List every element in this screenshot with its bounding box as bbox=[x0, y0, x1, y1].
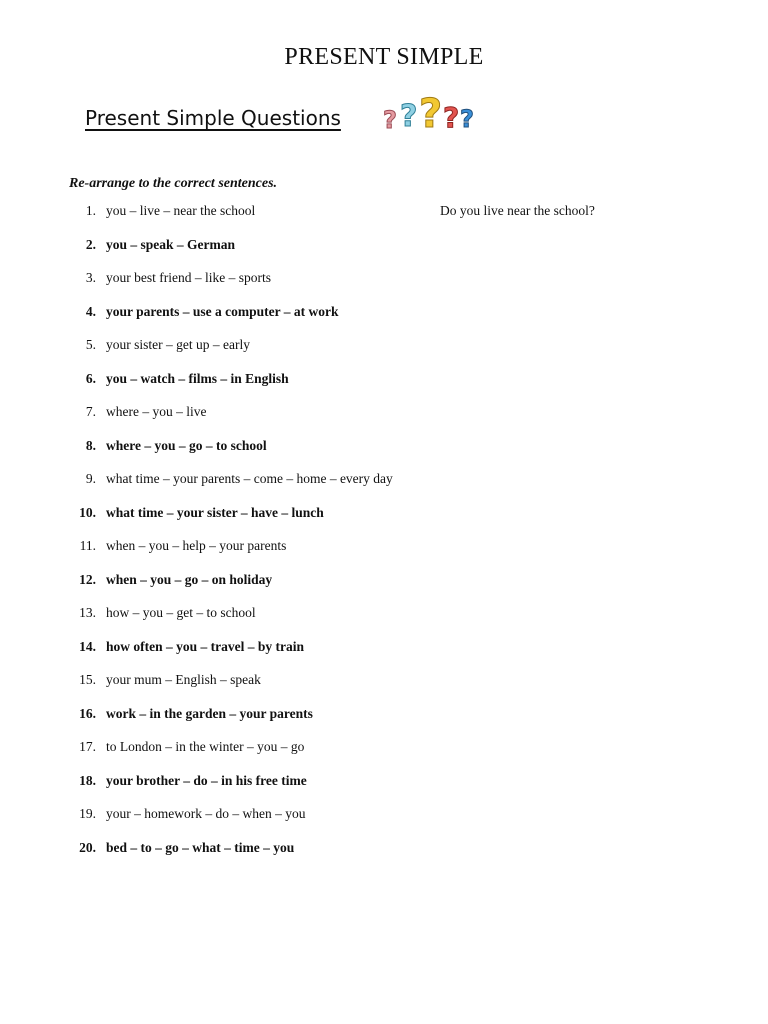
item-prompt: your sister – get up – early bbox=[106, 337, 250, 352]
item-prompt: your brother – do – in his free time bbox=[106, 772, 307, 788]
item-prompt: what time – your sister – have – lunch bbox=[106, 504, 324, 520]
list-item bbox=[0, 601, 768, 635]
list-item bbox=[0, 199, 768, 233]
item-number: 11. bbox=[79, 538, 96, 553]
item-number: 2. bbox=[85, 236, 96, 252]
question-mark-icon: ? bbox=[419, 91, 443, 137]
item-prompt: work – in the garden – your parents bbox=[106, 705, 313, 721]
question-marks-icon bbox=[383, 91, 483, 142]
question-mark-icon: ? bbox=[383, 106, 397, 134]
question-mark-icon: ? bbox=[400, 99, 418, 134]
item-prompt: your parents – use a computer – at work bbox=[106, 303, 339, 319]
list-item bbox=[0, 333, 768, 367]
item-number: 16. bbox=[79, 705, 96, 721]
instructions: Re-arrange to the correct sentences. bbox=[69, 176, 278, 191]
item-number: 13. bbox=[79, 605, 96, 620]
question-mark-icon: ? bbox=[460, 105, 474, 133]
item-prompt: where – you – live bbox=[106, 404, 207, 419]
list-item bbox=[0, 534, 768, 568]
item-number: 14. bbox=[79, 638, 96, 654]
item-number: 7. bbox=[85, 404, 96, 419]
item-number: 4. bbox=[85, 303, 96, 319]
item-prompt: you – speak – German bbox=[106, 236, 236, 252]
item-prompt: you – watch – films – in English bbox=[106, 370, 289, 386]
section-heading: Present Simple Questions bbox=[85, 106, 341, 130]
list-item bbox=[0, 266, 768, 300]
item-prompt: your best friend – like – sports bbox=[106, 270, 271, 285]
item-number: 15. bbox=[79, 672, 96, 687]
item-prompt: how often – you – travel – by train bbox=[106, 638, 304, 654]
item-prompt: your mum – English – speak bbox=[106, 672, 261, 687]
item-prompt: bed – to – go – what – time – you bbox=[106, 839, 295, 855]
item-number: 18. bbox=[79, 772, 96, 788]
item-prompt: when – you – help – your parents bbox=[106, 538, 287, 553]
list-item bbox=[0, 702, 768, 736]
page-title: PRESENT SIMPLE bbox=[284, 44, 484, 70]
item-number: 10. bbox=[79, 504, 96, 520]
item-prompt: your – homework – do – when – you bbox=[106, 806, 306, 821]
list-item bbox=[0, 735, 768, 769]
item-number: 3. bbox=[85, 270, 96, 285]
item-prompt: what time – your parents – come – home – every day bbox=[106, 471, 393, 486]
item-prompt: how – you – get – to school bbox=[106, 605, 256, 620]
item-number: 19. bbox=[79, 806, 96, 821]
question-mark-icon: ? bbox=[443, 101, 460, 134]
item-prompt: you – live – near the school bbox=[106, 203, 256, 218]
list-item bbox=[0, 233, 768, 267]
list-item bbox=[0, 568, 768, 602]
item-number: 6. bbox=[85, 370, 96, 386]
list-item bbox=[0, 400, 768, 434]
list-item bbox=[0, 467, 768, 501]
item-number: 1. bbox=[85, 203, 96, 218]
item-number: 17. bbox=[79, 739, 96, 754]
item-number: 8. bbox=[85, 437, 96, 453]
item-answer: Do you live near the school? bbox=[440, 203, 595, 218]
list-item bbox=[0, 367, 768, 401]
list-item bbox=[0, 836, 768, 870]
list-item bbox=[0, 668, 768, 702]
item-number: 12. bbox=[79, 571, 96, 587]
item-number: 9. bbox=[85, 471, 96, 486]
list-item bbox=[0, 635, 768, 669]
list-item bbox=[0, 501, 768, 535]
item-prompt: where – you – go – to school bbox=[106, 437, 267, 453]
item-prompt: when – you – go – on holiday bbox=[106, 571, 273, 587]
item-number: 5. bbox=[85, 337, 96, 352]
exercise-list bbox=[0, 199, 768, 869]
list-item bbox=[0, 802, 768, 836]
list-item bbox=[0, 769, 768, 803]
item-number: 20. bbox=[79, 839, 96, 855]
item-prompt: to London – in the winter – you – go bbox=[106, 739, 305, 754]
list-item bbox=[0, 300, 768, 334]
list-item bbox=[0, 434, 768, 468]
